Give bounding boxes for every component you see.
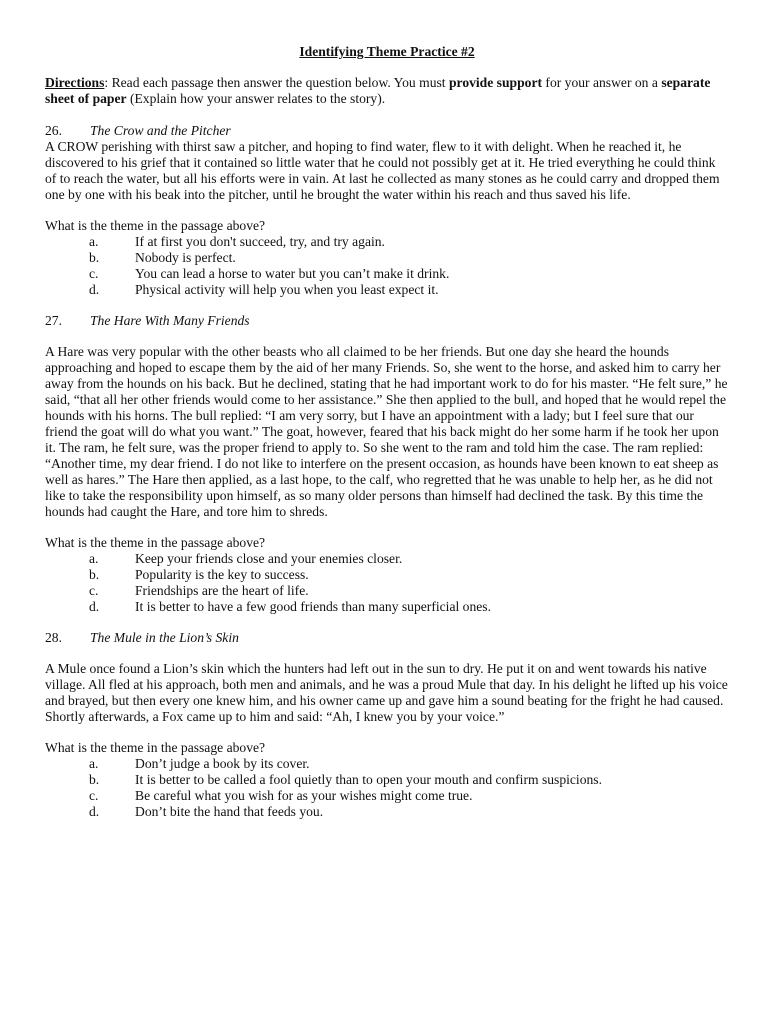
option-text: You can lead a horse to water but you can’t make it drink. (135, 266, 450, 281)
option-text: Friendships are the heart of life. (135, 583, 309, 598)
option-letter: c. (89, 788, 99, 803)
item-question: What is the theme in the passage above? (45, 535, 266, 550)
option-text: Physical activity will help you when you least expect it. (135, 282, 439, 297)
option-letter: d. (89, 282, 100, 297)
answer-option (45, 234, 729, 250)
option-letter: d. (89, 804, 100, 819)
item-title: The Mule in the Lion’s Skin (90, 630, 239, 645)
answer-option (45, 250, 729, 266)
option-text: Don’t bite the hand that feeds you. (135, 804, 324, 819)
answer-option (45, 756, 729, 772)
option-text: Nobody is perfect. (135, 250, 236, 265)
option-text: If at first you don't succeed, try, and try again. (135, 234, 385, 249)
directions-text-1: : Read each passage then answer the question below. You must (104, 75, 449, 90)
option-letter: a. (89, 756, 99, 771)
item-number: 27. (45, 313, 62, 328)
item-title: The Hare With Many Friends (90, 313, 250, 328)
answer-option (45, 567, 729, 583)
answer-options (45, 234, 729, 298)
question-item-27 (45, 313, 729, 615)
option-letter: d. (89, 599, 100, 614)
answer-option (45, 804, 729, 820)
question-item-26 (45, 123, 729, 298)
item-passage: A CROW perishing with thirst saw a pitcher, and hoping to find water, flew to it with delight. When he reached it, he discovered to his grief that it contained so little water that he could not possibly get at it. He tried everything he could think of to reach the water, but all his efforts were in vain. At last he collected as many stones as he could carry and dropped them one by one with his beak into the pitcher, until he brought the water within his reach and thus saved his life. (45, 139, 720, 202)
answer-option (45, 551, 729, 567)
item-passage: A Hare was very popular with the other beasts who all claimed to be her friends. But one day she heard the hounds approaching and hoped to escape them by the aid of her many Friends. So, she went to the horse, and asked him to carry her away from the hounds on his back. But he declined, stating that he had important work to do for his master. “He felt sure,” he said, “that all her other friends would come to her assistance.” She then applied to the bull, and hoped that he would repel the hounds with his horns. The bull replied: “I am very sorry, but I have an appointment with a lady; but I feel sure that our friend the goat will do what you want.” The goat, however, feared that his back might do her some harm if he took her upon it. The ram, he felt sure, was the proper friend to apply to. So she went to the ram and told him the case. The ram replied: “Another time, my dear friend. I do not like to interfere on the present occasion, as hounds have been known to eat sheep as well as hares.” The Hare then applied, as a last hope, to the calf, who regretted that he was unable to help her, as he did not like to take the responsibility upon himself, as so many older persons than himself had declined the task. By this time the hounds had caught the Hare, and tore him to shreds. (45, 344, 728, 519)
directions-bold-paper: separate sheet of paper (45, 75, 711, 106)
answer-option (45, 282, 729, 298)
answer-options (45, 551, 729, 615)
item-number: 26. (45, 123, 62, 138)
option-letter: b. (89, 567, 100, 582)
option-letter: c. (89, 266, 99, 281)
question-item-28 (45, 630, 729, 820)
directions-text-2: for your answer on a (542, 75, 662, 90)
option-letter: c. (89, 583, 99, 598)
directions-paragraph (45, 75, 729, 107)
answer-option (45, 583, 729, 599)
directions-text-3: (Explain how your answer relates to the story). (126, 91, 386, 106)
answer-options (45, 756, 729, 820)
option-text: It is better to be called a fool quietly than to open your mouth and confirm suspicions. (135, 772, 602, 787)
item-passage: A Mule once found a Lion’s skin which the hunters had left out in the sun to dry. He put it on and went towards his native village. All fled at his approach, both men and animals, and he was a proud Mule that day. In his delight he lifted up his voice and brayed, but then every one knew him, and his owner came up and gave him a sound beating for the fright he had caused. Shortly afterwards, a Fox came up to him and said: “Ah, I knew you by your voice.” (45, 661, 728, 724)
option-letter: b. (89, 772, 100, 787)
answer-option (45, 599, 729, 615)
item-number: 28. (45, 630, 62, 645)
option-text: Keep your friends close and your enemies closer. (135, 551, 403, 566)
item-heading (45, 630, 729, 646)
option-letter: b. (89, 250, 100, 265)
option-letter: a. (89, 234, 99, 249)
directions-label: Directions (45, 75, 105, 90)
answer-option (45, 788, 729, 804)
item-heading (45, 123, 729, 139)
option-letter: a. (89, 551, 99, 566)
option-text: Don’t judge a book by its cover. (135, 756, 310, 771)
item-heading (45, 313, 729, 329)
item-question: What is the theme in the passage above? (45, 740, 266, 755)
worksheet-page (45, 44, 729, 835)
option-text: It is better to have a few good friends than many superficial ones. (135, 599, 491, 614)
directions-bold-support: provide support (448, 75, 543, 90)
answer-option (45, 266, 729, 282)
item-question: What is the theme in the passage above? (45, 218, 266, 233)
item-title: The Crow and the Pitcher (90, 123, 231, 138)
option-text: Popularity is the key to success. (135, 567, 309, 582)
option-text: Be careful what you wish for as your wishes might come true. (135, 788, 473, 803)
page-title: Identifying Theme Practice #2 (299, 44, 475, 59)
answer-option (45, 772, 729, 788)
